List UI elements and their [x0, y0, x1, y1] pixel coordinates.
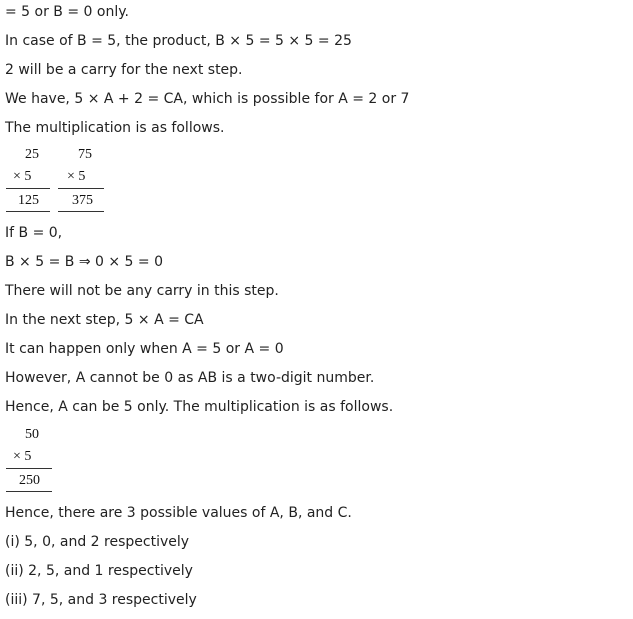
multiplication-rule [6, 211, 50, 212]
multiplier: × 5 [13, 169, 32, 184]
product: 375 [72, 193, 93, 208]
multiplication-rule [6, 491, 52, 492]
multiplication-block [6, 146, 52, 214]
multiplicand: 75 [78, 147, 92, 162]
text-line: The multiplication is as follows. [5, 120, 225, 136]
multiplication-rule [58, 211, 104, 212]
multiplication-block [6, 426, 54, 494]
multiplication-rule [6, 468, 52, 469]
list-item: (ii) 2, 5, and 1 respectively [5, 563, 193, 579]
text-line: In case of B = 5, the product, B × 5 = 5 × 5 = 25 [5, 33, 352, 49]
multiplicand: 50 [25, 427, 39, 442]
list-item: (i) 5, 0, and 2 respectively [5, 534, 190, 550]
multiplicand: 25 [25, 147, 39, 162]
multiplier: × 5 [67, 169, 86, 184]
multiplication-rule [58, 188, 104, 189]
product: 250 [19, 473, 40, 488]
multiplication-rule [6, 188, 50, 189]
text-line: B × 5 = B ⇒ 0 × 5 = 0 [5, 254, 163, 270]
list-item: (iii) 7, 5, and 3 respectively [5, 592, 197, 608]
multiplier: × 5 [13, 449, 32, 464]
text-line: In the next step, 5 × A = CA [5, 312, 204, 328]
text-line: Hence, A can be 5 only. The multiplication is as follows. [5, 399, 394, 415]
text-line: If B = 0, [5, 225, 63, 241]
text-line: 2 will be a carry for the next step. [5, 62, 243, 78]
multiplication-block [58, 146, 106, 214]
text-line: There will not be any carry in this step. [5, 283, 279, 299]
text-line: However, A cannot be 0 as AB is a two-digit number. [5, 370, 375, 386]
product: 125 [18, 193, 39, 208]
text-line: It can happen only when A = 5 or A = 0 [5, 341, 284, 357]
text-line: We have, 5 × A + 2 = CA, which is possible for A = 2 or 7 [5, 91, 410, 107]
text-line: = 5 or B = 0 only. [5, 4, 129, 20]
text-line: Hence, there are 3 possible values of A, B, and C. [5, 505, 352, 521]
